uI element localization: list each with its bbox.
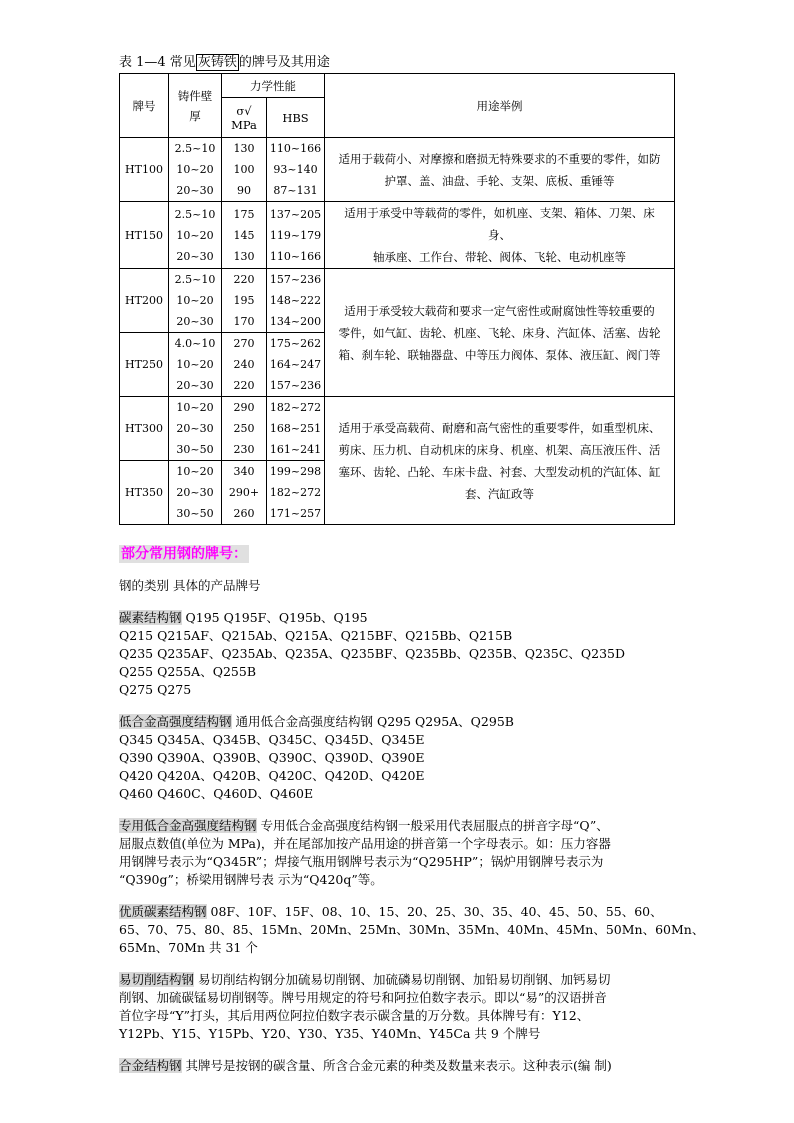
- hbs-cell: [267, 138, 325, 202]
- hbs-value: 110~166: [269, 142, 322, 155]
- sigma-value: 175: [233, 207, 255, 221]
- hbs-value: 182~272: [269, 401, 322, 414]
- sigma-value: 90: [237, 184, 251, 197]
- text-line: Y12Pb、Y15、Y15Pb、Y20、Y30、Y35、Y40Mn、Y45Ca 共 9 个牌号: [119, 1026, 541, 1041]
- sigma-value: 130: [233, 142, 255, 155]
- thick-value: 10~20: [176, 294, 214, 307]
- sigma-value: 290: [233, 401, 255, 414]
- sigma-cell: [222, 333, 267, 397]
- usage-line: 适用于承受高载荷、耐磨和高气密性的重要零件，如重型机床、: [338, 420, 661, 435]
- carbon-steel-block: 碳素结构钢 Q195 Q195F、Q195b、Q195 Q215 Q215AF、Q215Ab、Q215A、Q215BF、Q215Bb、Q215B Q235 Q235AF、Q235Ab、Q235A、Q235BF、Q235Bb、Q235B、Q235C、Q235D Q255 Q255A、Q255B Q275 Q275: [119, 609, 679, 699]
- thick-value: 20~30: [176, 315, 214, 328]
- usage-cell: [325, 397, 675, 525]
- sigma-value: 270: [233, 337, 255, 350]
- sigma-value: 100: [233, 163, 255, 176]
- special-low-alloy-label: 专用低合金高强度结构钢: [119, 818, 257, 833]
- thick-value: 4.0~10: [174, 337, 216, 350]
- usage-cell: [325, 269, 675, 397]
- grade-cell: HT250: [120, 333, 169, 397]
- sigma-value: 240: [233, 358, 255, 371]
- header-hbs: HBS: [267, 98, 325, 138]
- usage-line: 适用于载荷小、对摩擦和磨损无特殊要求的不重要的零件，如防: [338, 151, 661, 166]
- caption-suffix: 的牌号及其用途: [238, 55, 330, 70]
- hbs-value: 119~179: [269, 228, 322, 242]
- hbs-value: 199~298: [269, 465, 322, 478]
- hbs-value: 137~205: [269, 207, 322, 221]
- hbs-value: 134~200: [269, 315, 322, 328]
- hbs-cell: [267, 269, 325, 333]
- text-line: Q255 Q255A、Q255B: [119, 664, 257, 679]
- hbs-value: 93~140: [273, 163, 318, 176]
- hbs-value: 168~251: [269, 422, 322, 435]
- sigma-cell: [222, 397, 267, 461]
- usage-line: 轴承座、工作台、带轮、阀体、飞轮、电动机座等: [373, 250, 626, 264]
- thick-value: 10~20: [176, 358, 214, 371]
- sigma-value: 220: [233, 379, 255, 392]
- sigma-value: 170: [233, 315, 255, 328]
- sigma-cell: [222, 138, 267, 202]
- sigma-value: 230: [233, 443, 255, 456]
- thick-cell: [169, 461, 222, 525]
- grade-cell: HT100: [120, 138, 169, 202]
- text-line: Q235 Q235AF、Q235Ab、Q235A、Q235BF、Q235Bb、Q235B、Q235C、Q235D: [119, 646, 626, 661]
- hbs-cell: [267, 202, 325, 269]
- sigma-value: 145: [233, 228, 255, 242]
- grade-cell: HT200: [120, 269, 169, 333]
- thick-value: 2.5~10: [174, 273, 216, 286]
- sigma-value: 260: [233, 507, 255, 520]
- text-line: 65Mn、70Mn 共 31 个: [119, 940, 258, 955]
- table-row: [120, 138, 675, 202]
- low-alloy-label: 低合金高强度结构钢: [119, 714, 232, 729]
- hbs-value: 161~241: [269, 443, 322, 456]
- text-line: 屈服点数值(单位为 MPa)，并在尾部加按产品用途的拼音第一个字母表示。如：压力容器: [119, 836, 611, 851]
- hbs-value: 175~262: [269, 337, 322, 350]
- header-usage: 用途举例: [325, 74, 675, 138]
- thick-cell: [169, 333, 222, 397]
- text-line: Q215 Q215AF、Q215Ab、Q215A、Q215BF、Q215Bb、Q215B: [119, 628, 513, 643]
- text-line: Q420 Q420A、Q420B、Q420C、Q420D、Q420E: [119, 768, 425, 783]
- hbs-value: 164~247: [269, 358, 322, 371]
- thick-value: 20~30: [176, 379, 214, 392]
- header-grade: 牌号: [120, 74, 169, 138]
- special-low-alloy-block: 专用低合金高强度结构钢 专用低合金高强度结构钢一般采用代表屈服点的拼音字母“Q”、 屈服点数值(单位为 MPa)，并在尾部加按产品用途的拼音第一个字母表示。如：压力容器 用钢牌号表示为“Q345R”；焊接气瓶用钢牌号表示为“Q295HP”；锅炉用钢牌号表示为 “Q390g”；桥梁用钢牌号表 示为“Q420q”等。: [119, 817, 679, 889]
- grade-cell: HT350: [120, 461, 169, 525]
- low-alloy-block: 低合金高强度结构钢 通用低合金高强度结构钢 Q295 Q295A、Q295B Q345 Q345A、Q345B、Q345C、Q345D、Q345E Q390 Q390A、Q390B、Q390C、Q390D、Q390E Q420 Q420A、Q420B、Q420C、Q420D、Q420E Q460 Q460C、Q460D、Q460E: [119, 713, 679, 803]
- hbs-cell: [267, 397, 325, 461]
- intro-line: 钢的类别 具体的产品牌号: [119, 578, 261, 593]
- thick-value: 20~30: [176, 422, 214, 435]
- sigma-value: 220: [233, 273, 255, 286]
- text-line: “Q390g”；桥梁用钢牌号表 示为“Q420q”等。: [119, 872, 383, 887]
- text-line: Q345 Q345A、Q345B、Q345C、Q345D、Q345E: [119, 732, 425, 747]
- usage-line: 适用于承受中等载荷的零件，如机座、支架、箱体、刀架、床身、: [344, 206, 655, 242]
- table-caption: [119, 55, 679, 71]
- alloy-block: 合金结构钢 其牌号是按钢的碳含量、所含合金元素的种类及数量来表示。这种表示(编 制): [119, 1058, 612, 1073]
- sigma-cell: [222, 202, 267, 269]
- usage-line: 塞环、齿轮、凸轮、车床卡盘、衬套、大型发动机的汽缸体、缸: [338, 464, 661, 479]
- hbs-value: 171~257: [269, 507, 322, 520]
- sigma-value: 290+: [228, 486, 260, 499]
- hbs-cell: [267, 461, 325, 525]
- sigma-cell: [222, 461, 267, 525]
- alloy-label: 合金结构钢: [119, 1058, 182, 1073]
- text-line: 削钢、加硫碳锰易切削钢等。牌号用规定的符号和阿拉伯数字表示。即以“易”的汉语拼音: [119, 990, 607, 1005]
- thick-value: 30~50: [176, 507, 214, 520]
- usage-cell: [325, 138, 675, 202]
- caption-boxed-term: 灰铸铁: [197, 55, 237, 70]
- sigma-value: 130: [233, 249, 255, 263]
- hbs-value: 157~236: [269, 379, 322, 392]
- text-line: 65、70、75、80、85、15Mn、20Mn、25Mn、30Mn、35Mn、40Mn、45Mn、50Mn、60Mn、: [119, 922, 705, 937]
- thick-value: 20~30: [176, 486, 214, 499]
- thick-value: 30~50: [176, 443, 214, 456]
- usage-line: 零件，如气缸、齿轮、机座、飞轮、床身、汽缸体、活塞、齿轮: [338, 325, 661, 340]
- usage-line: 箱、刹车轮、联轴器盘、中等压力阀体、泵体、液压缸、阀门等: [338, 347, 661, 362]
- sigma-cell: [222, 269, 267, 333]
- hbs-value: 182~272: [269, 486, 322, 499]
- header-mechanical: 力学性能: [222, 74, 325, 98]
- thick-cell: [169, 202, 222, 269]
- document-page: [119, 55, 705, 1075]
- grade-cell: HT150: [120, 202, 169, 269]
- thick-value: 10~20: [176, 401, 214, 414]
- header-thickness: 铸件壁厚: [169, 74, 222, 138]
- text-line: 首位字母“Y”打头，其后用两位阿拉伯数字表示碳含量的万分数。具体牌号有：Y12、: [119, 1008, 590, 1023]
- free-cutting-block: 易切削结构钢 易切削结构钢分加硫易切削钢、加硫磷易切削钢、加铅易切削钢、加钙易切 削钢、加硫碳锰易切削钢等。牌号用规定的符号和阿拉伯数字表示。即以“易”的汉语拼音 首位字母“Y”打头，其后用两位阿拉伯数字表示碳含量的万分数。具体牌号有：Y12、 Y12Pb、Y15、Y15Pb、Y20、Y30、Y35、Y40Mn、Y45Ca 共 9 个牌号: [119, 971, 679, 1043]
- table-row: [120, 397, 675, 461]
- thick-cell: [169, 138, 222, 202]
- thick-cell: [169, 269, 222, 333]
- usage-line: 剪床、压力机、自动机床的床身、机座、机架、高压液压件、活: [338, 442, 661, 457]
- thick-value: 10~20: [176, 228, 214, 242]
- free-cutting-label: 易切削结构钢: [119, 972, 195, 987]
- usage-line: 护罩、盖、油盘、手轮、支架、底板、重锤等: [384, 173, 615, 188]
- gray-iron-table: [119, 73, 675, 525]
- hbs-value: 87~131: [273, 184, 318, 197]
- thick-value: 10~20: [176, 163, 214, 176]
- usage-line: 套、汽缸政等: [465, 486, 534, 501]
- sigma-value: 340: [233, 465, 255, 478]
- thick-value: 20~30: [176, 249, 214, 263]
- grade-cell: HT300: [120, 397, 169, 461]
- quality-carbon-block: 优质碳素结构钢 08F、10F、15F、08、10、15、20、25、30、35、40、45、50、55、60、 65、70、75、80、85、15Mn、20Mn、25Mn、30Mn、35Mn、40Mn、45Mn、50Mn、60Mn、 65Mn、70Mn 共 31 个: [119, 904, 705, 955]
- quality-carbon-label: 优质碳素结构钢: [119, 904, 207, 919]
- hbs-value: 148~222: [269, 294, 322, 307]
- thick-cell: [169, 397, 222, 461]
- text-line: Q460 Q460C、Q460D、Q460E: [119, 786, 314, 801]
- caption-prefix: 表 1—4 常见: [119, 55, 196, 70]
- sigma-value: 250: [233, 422, 255, 435]
- sigma-value: 195: [233, 294, 255, 307]
- usage-line: 适用于承受较大载荷和要求一定气密性或耐腐蚀性等较重要的: [344, 303, 655, 318]
- text-line: Q275 Q275: [119, 682, 192, 697]
- text-line: Q390 Q390A、Q390B、Q390C、Q390D、Q390E: [119, 750, 425, 765]
- text-line: 用钢牌号表示为“Q345R”；焊接气瓶用钢牌号表示为“Q295HP”；锅炉用钢牌号表示为: [119, 854, 604, 869]
- table-row: [120, 269, 675, 333]
- usage-cell: [325, 202, 675, 269]
- table-row: [120, 202, 675, 269]
- thick-value: 20~30: [176, 184, 214, 197]
- thick-value: 10~20: [176, 465, 214, 478]
- hbs-value: 157~236: [269, 273, 322, 286]
- carbon-steel-label: 碳素结构钢: [119, 610, 182, 625]
- section-title: 部分常用钢的牌号：: [121, 546, 247, 562]
- hbs-cell: [267, 333, 325, 397]
- thick-value: 2.5~10: [174, 207, 216, 221]
- thick-value: 2.5~10: [174, 142, 216, 155]
- header-sigma: σ√ MPa: [222, 98, 267, 138]
- hbs-value: 110~166: [269, 249, 322, 263]
